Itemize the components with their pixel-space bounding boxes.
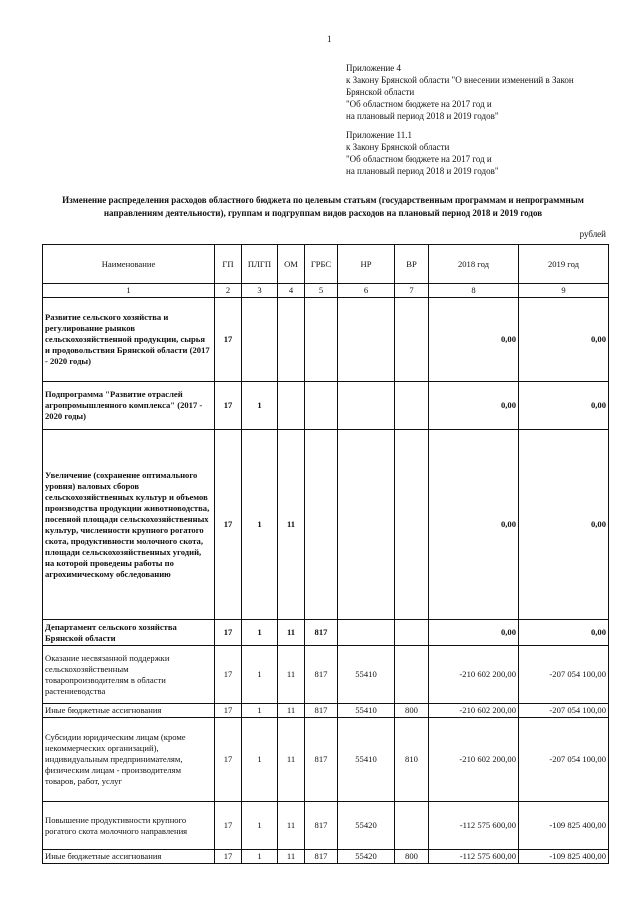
- row-2019: 0,00: [519, 620, 609, 646]
- appendix-4-line: на плановый период 2018 и 2019 годов": [346, 111, 499, 121]
- row-2018: -210 602 200,00: [429, 704, 519, 718]
- row-2019: 0,00: [519, 382, 609, 430]
- row-gp: 17: [215, 850, 242, 864]
- header-gp: ГП: [215, 245, 242, 284]
- row-nr: [338, 382, 395, 430]
- document-title-line-2: направлениям деятельности), группам и подгруппам видов расходов на плановый период 2018 и 2019 годов: [103, 208, 543, 218]
- header-2018: 2018 год: [429, 245, 519, 284]
- row-om: 11: [278, 850, 305, 864]
- row-vr: [395, 802, 429, 850]
- appendix-4-line: к Закону Брянской области "О внесении изменений в Закон: [346, 75, 574, 85]
- row-vr: 800: [395, 704, 429, 718]
- appendix-11-1-line: "Об областном бюджете на 2017 год и: [346, 154, 492, 164]
- row-vr: [395, 620, 429, 646]
- row-vr: [395, 298, 429, 382]
- row-plgp: 1: [242, 620, 278, 646]
- row-plgp: 1: [242, 382, 278, 430]
- header-name: Наименование: [43, 245, 215, 284]
- budget-table: [42, 244, 609, 864]
- row-om: [278, 298, 305, 382]
- row-plgp: 1: [242, 802, 278, 850]
- row-nr: 55410: [338, 646, 395, 704]
- column-number: 9: [519, 284, 609, 298]
- row-2019: -207 054 100,00: [519, 718, 609, 802]
- header-2019: 2019 год: [519, 245, 609, 284]
- row-2018: -210 602 200,00: [429, 646, 519, 704]
- row-plgp: [242, 298, 278, 382]
- row-nr: [338, 620, 395, 646]
- row-name: Увеличение (сохранение оптимального уровня) валовых сборов сельскохозяйственных культур и объемов производства продукции животноводства, посевной площади сельскохозяйственных культур, численности крупного рогатого скота, продуктивности молочного скота, площади сельскохозяйственных угодий, на которой проведены работы по агрохимическому обследованию: [43, 430, 215, 620]
- header-nr: НР: [338, 245, 395, 284]
- row-plgp: 1: [242, 704, 278, 718]
- row-name: Подпрограмма "Развитие отраслей агропромышленного комплекса" (2017 - 2020 годы): [43, 382, 215, 430]
- row-2019: -109 825 400,00: [519, 802, 609, 850]
- column-number: 2: [215, 284, 242, 298]
- appendix-4-block: [346, 62, 574, 122]
- row-2018: 0,00: [429, 382, 519, 430]
- row-gp: 17: [215, 718, 242, 802]
- row-2019: 0,00: [519, 298, 609, 382]
- column-number: 3: [242, 284, 278, 298]
- currency-unit: рублей: [579, 229, 606, 239]
- appendix-11-1-line: к Закону Брянской области: [346, 142, 450, 152]
- row-2019: -207 054 100,00: [519, 646, 609, 704]
- row-nr: [338, 430, 395, 620]
- table-row: [43, 802, 609, 850]
- appendix-4-line: Брянской области: [346, 87, 415, 97]
- row-nr: 55410: [338, 704, 395, 718]
- table-row: [43, 646, 609, 704]
- row-plgp: 1: [242, 850, 278, 864]
- header-plgp: ПЛГП: [242, 245, 278, 284]
- row-grbs: 817: [305, 718, 338, 802]
- row-2019: 0,00: [519, 430, 609, 620]
- row-grbs: 817: [305, 704, 338, 718]
- row-2018: 0,00: [429, 620, 519, 646]
- row-grbs: 817: [305, 646, 338, 704]
- row-grbs: 817: [305, 620, 338, 646]
- row-vr: [395, 646, 429, 704]
- table-row: [43, 718, 609, 802]
- row-2018: 0,00: [429, 298, 519, 382]
- table-row: [43, 298, 609, 382]
- row-plgp: 1: [242, 430, 278, 620]
- row-om: 11: [278, 646, 305, 704]
- column-number: 6: [338, 284, 395, 298]
- row-gp: 17: [215, 646, 242, 704]
- row-nr: 55420: [338, 802, 395, 850]
- row-name: Оказание несвязанной поддержки сельскохозяйственным товаропроизводителям в области растениеводства: [43, 646, 215, 704]
- row-grbs: 817: [305, 802, 338, 850]
- row-name: Повышение продуктивности крупного рогатого скота молочного направления: [43, 802, 215, 850]
- row-plgp: 1: [242, 718, 278, 802]
- row-nr: [338, 298, 395, 382]
- row-2018: 0,00: [429, 430, 519, 620]
- column-number: 7: [395, 284, 429, 298]
- row-vr: [395, 382, 429, 430]
- row-name: Субсидии юридическим лицам (кроме некоммерческих организаций), индивидуальным предпринимателям, физическим лицам - производителям товаров, работ, услуг: [43, 718, 215, 802]
- row-nr: 55410: [338, 718, 395, 802]
- row-name: Иные бюджетные ассигнования: [43, 704, 215, 718]
- row-grbs: [305, 298, 338, 382]
- header-om: ОМ: [278, 245, 305, 284]
- row-grbs: [305, 382, 338, 430]
- column-number: 5: [305, 284, 338, 298]
- row-om: 11: [278, 620, 305, 646]
- appendix-4-line: Приложение 4: [346, 63, 402, 73]
- row-2019: -109 825 400,00: [519, 850, 609, 864]
- row-om: 11: [278, 704, 305, 718]
- page-number: 1: [327, 34, 332, 44]
- table-column-numbers-row: [43, 284, 609, 298]
- row-gp: 17: [215, 620, 242, 646]
- row-grbs: 817: [305, 850, 338, 864]
- document-title: [32, 194, 614, 220]
- row-om: [278, 382, 305, 430]
- row-vr: 810: [395, 718, 429, 802]
- appendix-11-1-block: [346, 129, 499, 177]
- table-row: [43, 704, 609, 718]
- row-om: 11: [278, 802, 305, 850]
- row-name: Развитие сельского хозяйства и регулирование рынков сельскохозяйственной продукции, сырья и продовольствия Брянской области (2017 - 2020 годы): [43, 298, 215, 382]
- row-gp: 17: [215, 430, 242, 620]
- row-gp: 17: [215, 382, 242, 430]
- row-2018: -112 575 600,00: [429, 802, 519, 850]
- table-row: [43, 430, 609, 620]
- row-grbs: [305, 430, 338, 620]
- appendix-11-1-line: на плановый период 2018 и 2019 годов": [346, 166, 499, 176]
- table-header-row: [43, 245, 609, 284]
- column-number: 1: [43, 284, 215, 298]
- row-gp: 17: [215, 704, 242, 718]
- appendix-11-1-line: Приложение 11.1: [346, 130, 412, 140]
- column-number: 4: [278, 284, 305, 298]
- row-vr: 800: [395, 850, 429, 864]
- document-title-line-1: Изменение распределения расходов областного бюджета по целевым статьям (государственным программам и непрограммным: [62, 195, 584, 205]
- table-row: [43, 620, 609, 646]
- row-name: Департамент сельского хозяйства Брянской области: [43, 620, 215, 646]
- column-number: 8: [429, 284, 519, 298]
- row-nr: 55420: [338, 850, 395, 864]
- table-row: [43, 850, 609, 864]
- appendix-4-line: "Об областном бюджете на 2017 год и: [346, 99, 492, 109]
- row-gp: 17: [215, 298, 242, 382]
- header-grbs: ГРБС: [305, 245, 338, 284]
- row-gp: 17: [215, 802, 242, 850]
- row-2018: -210 602 200,00: [429, 718, 519, 802]
- row-name: Иные бюджетные ассигнования: [43, 850, 215, 864]
- header-vr: ВР: [395, 245, 429, 284]
- row-2019: -207 054 100,00: [519, 704, 609, 718]
- row-om: 11: [278, 430, 305, 620]
- row-vr: [395, 430, 429, 620]
- row-2018: -112 575 600,00: [429, 850, 519, 864]
- table-row: [43, 382, 609, 430]
- row-om: 11: [278, 718, 305, 802]
- row-plgp: 1: [242, 646, 278, 704]
